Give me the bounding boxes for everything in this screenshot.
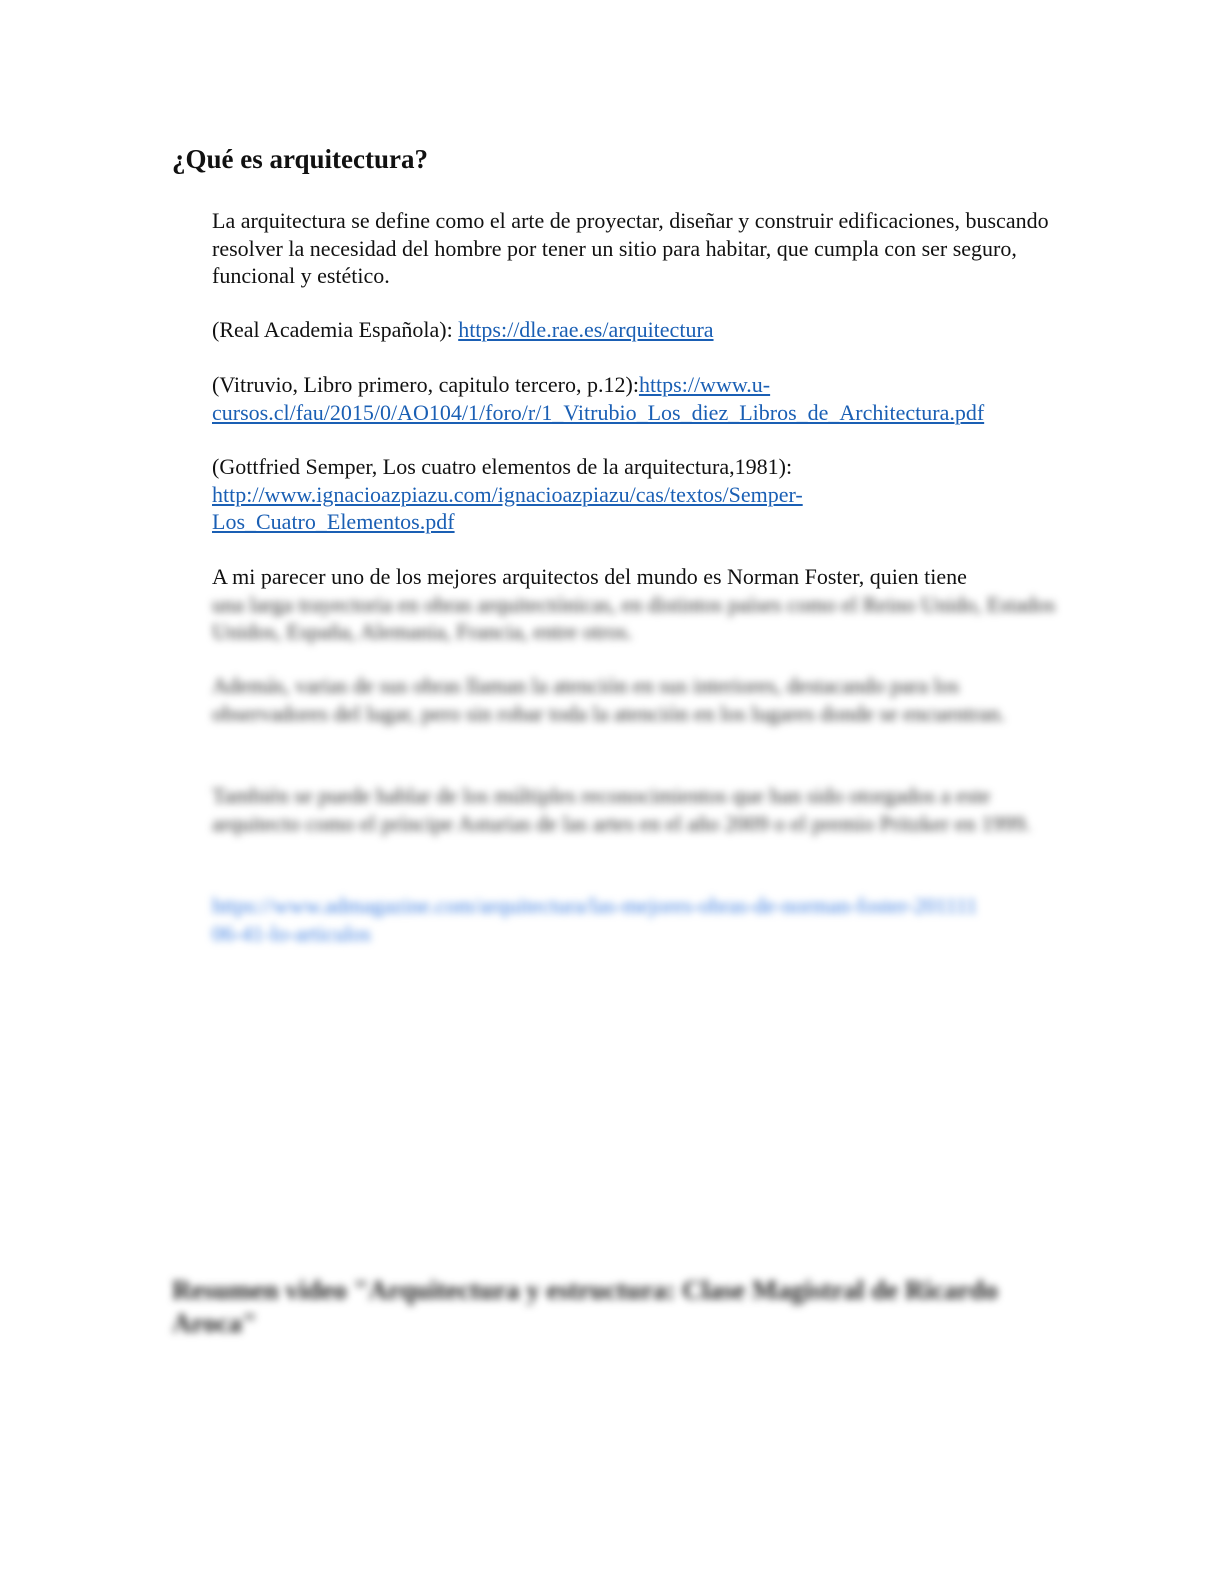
foster-paragraph xyxy=(212,563,1092,646)
reference-semper-label: (Gottfried Semper, Los cuatro elementos de la arquitectura,1981): xyxy=(212,454,793,479)
vitruvio-link-part1[interactable]: https://www.u- xyxy=(638,372,771,397)
blurred-paragraph-awards: También se puede hablar de los múltiples reconocimientos que han sido otorgados a este arquitecto como el príncipe Asturias de las artes en el año 2009 o el premio Pritzker en 1999. xyxy=(212,783,1031,836)
blurred-paragraph-interiors: Además, varias de sus obras llaman la atención en sus interiores, destacando para los observadores del lugar, pero sin robar toda la atención en los lugares donde se encuentran. xyxy=(212,673,1006,726)
reference-rae-label: (Real Academia Española): xyxy=(212,317,459,342)
foster-blurred-text: una larga trayectoria en obras arquitectónicas, en distintos países como el Reino Unido, Estados Unidos, España, Alemania, Francia, entre otros. xyxy=(212,591,1056,644)
reference-rae xyxy=(212,316,1092,344)
vitruvio-link-part2[interactable]: cursos.cl/fau/2015/0/AO104/1/foro/r/1_Vitrubio_Los_diez_Libros_de_Architectura.pdf xyxy=(212,399,985,425)
video-summary-title: Resumen video "Arquitectura y estructura: Clase Magistral de Ricardo Aroca" xyxy=(172,1275,998,1338)
semper-link-part2[interactable]: Los_Cuatro_Elementos.pdf xyxy=(212,509,455,534)
page-title: ¿Qué es arquitectura? xyxy=(172,144,428,174)
reference-vitruvio xyxy=(212,371,1092,426)
foster-intro-line: A mi parecer uno de los mejores arquitectos del mundo es Norman Foster, quien tiene xyxy=(212,564,967,589)
blurred-link-paragraph xyxy=(212,892,982,947)
semper-link-part1[interactable]: http://www.ignacioazpiazu.com/ignacioazpiazu/cas/textos/Semper- xyxy=(212,481,803,507)
definition-paragraph: La arquitectura se define como el arte de proyectar, diseñar y construir edificaciones, buscando resolver la necesidad del hombre por tener un sitio para habitar, que cumpla con ser seguro, funcional y estético. xyxy=(212,208,1049,288)
admagazine-link[interactable]: https://www.admagazine.com/arquitectura/las-mejores-obras-de-norman-foster-20111106-41-lo-articulos xyxy=(212,893,978,946)
rae-link[interactable]: https://dle.rae.es/arquitectura xyxy=(458,317,714,342)
reference-vitruvio-label: (Vitruvio, Libro primero, capitulo tercero, p.12): xyxy=(212,372,639,397)
reference-semper xyxy=(212,453,1092,536)
